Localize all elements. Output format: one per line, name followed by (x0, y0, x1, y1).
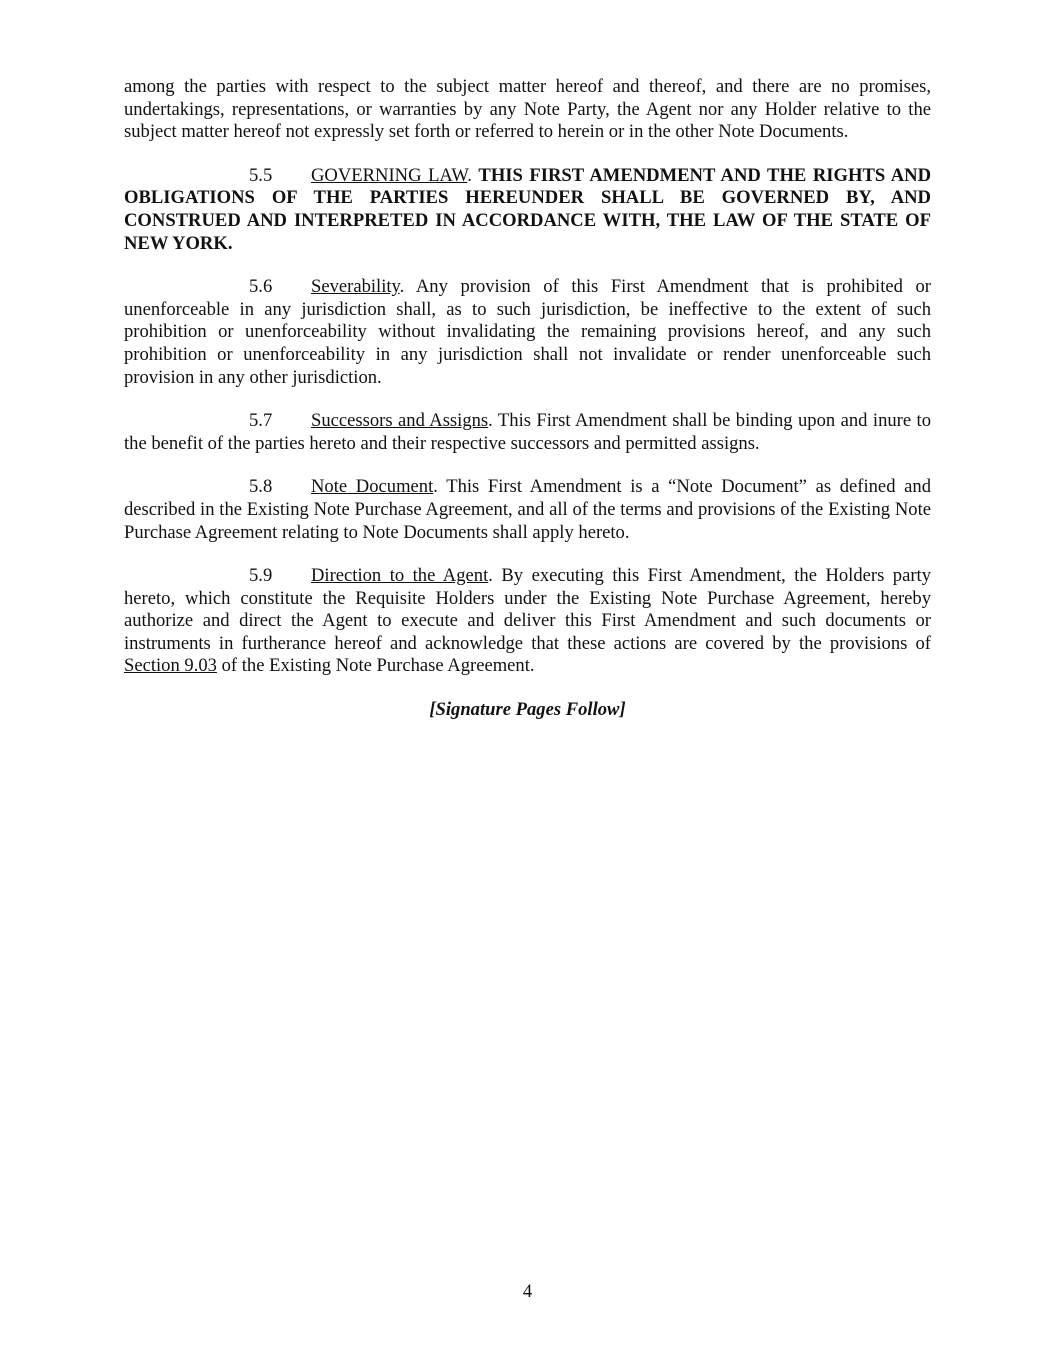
section-body-end: of the Existing Note Purchase Agreement. (221, 655, 535, 677)
section-heading: Severability (311, 276, 400, 298)
section-5-8: 5.8 Note Document. This First Amendment is a “Note Document” as defined and described in the Existing Note Purchase Agreement, and all of the terms and provisions of the Existing Note Purchase Agreement relating to Note Documents shall apply hereto. (124, 476, 931, 543)
section-body: This First Amendment shall be binding upon and inure to the benefit of the parties hereto and their respective successors and permitted assigns. (124, 410, 931, 454)
section-5-6: 5.6 Severability. Any provision of this First Amendment that is prohibited or unenforceable in any jurisdiction shall, as to such jurisdiction, be ineffective to the extent of such prohibition or unenforceability without invalidating the remaining provisions hereof, and any such prohibition or unenforceability in any jurisdiction shall not invalidate or render unenforceable such provision in any other jurisdiction. (124, 276, 931, 388)
section-heading: Note Document (311, 476, 434, 498)
section-5-5: 5.5 GOVERNING LAW. THIS FIRST AMENDMENT AND THE RIGHTS AND OBLIGATIONS OF THE PARTIES HEREUNDER SHALL BE GOVERNED BY, AND CONSTRUED AND INTERPRETED IN ACCORDANCE WITH, THE LAW OF THE STATE OF NEW YORK. (124, 164, 932, 254)
section-body: By executing this First Amendment, the Holders party hereto, which constitute the Requisite Holders under the Existing Note Purchase Agreement, hereby authorize and direct the Agent to execute and deliver this First Amendment and such documents or instruments in furtherance hereof and acknowledge that these actions are covered by the provisions of (124, 565, 932, 654)
section-5-9: 5.9 Direction to the Agent. By executing this First Amendment, the Holders party hereto, which constitute the Requisite Holders under the Existing Note Purchase Agreement, hereby authorize and direct the Agent to execute and deliver this First Amendment and such documents or instruments in furtherance hereof and acknowledge that these actions are covered by the provisions of Section 9.03 of the Existing Note Purchase Agreement. (124, 565, 932, 677)
section-number: 5.6 (249, 276, 273, 298)
section-heading: Direction to the Agent (311, 565, 489, 587)
section-body: This First Amendment is a “Note Document” as defined and described in the Existing Note Purchase Agreement, and all of the terms and provisions of the Existing Note Purchase Agreement relating to Note Documents shall apply hereto. (124, 476, 931, 543)
section-body: Any provision of this First Amendment that is prohibited or unenforceable in any jurisdiction shall, as to such jurisdiction, be ineffective to the extent of such prohibition or unenforceability without invalidating the remaining provisions hereof, and any such prohibition or unenforceability in any jurisdiction shall not invalidate or render unenforceable such provision in any other jurisdiction. (124, 276, 931, 388)
page-number: 4 (522, 1281, 533, 1302)
section-5-7: 5.7 Successors and Assigns. This First Amendment shall be binding upon and inure to the benefit of the parties hereto and their respective successors and permitted assigns. (124, 410, 931, 454)
section-heading: GOVERNING LAW (311, 164, 468, 186)
continuation-text: among the parties with respect to the subject matter hereof and thereof, and there are no promises, undertakings, representations, or warranties by any Note Party, the Agent nor any Holder relative to the subject matter hereof not expressly set forth or referred to herein or in the other Note Documents. (124, 76, 931, 143)
section-number: 5.9 (249, 565, 273, 587)
document-page (124, 76, 931, 740)
section-number: 5.5 (249, 164, 273, 186)
continuation-paragraph (124, 76, 931, 144)
section-reference: Section 9.03 (124, 655, 217, 677)
section-number: 5.7 (249, 410, 273, 432)
section-number: 5.8 (249, 476, 273, 498)
signature-pages-note: [Signature Pages Follow] (429, 699, 626, 721)
section-heading: Successors and Assigns (311, 410, 489, 432)
section-body: THIS FIRST AMENDMENT AND THE RIGHTS AND OBLIGATIONS OF THE PARTIES HEREUNDER SHALL BE GOVERNED BY, AND CONSTRUED AND INTERPRETED IN ACCORDANCE WITH, THE LAW OF THE STATE OF NEW YORK. (124, 164, 932, 254)
